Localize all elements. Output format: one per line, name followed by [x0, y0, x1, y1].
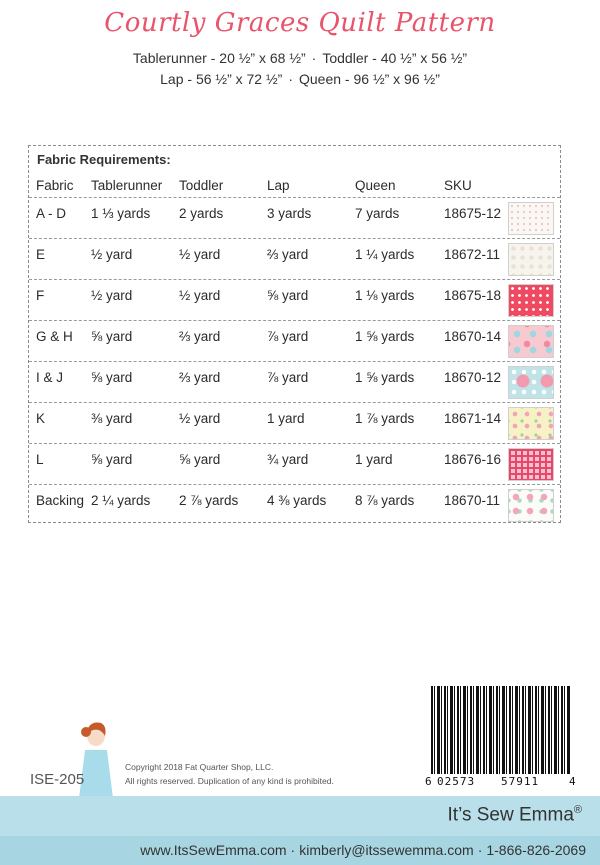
size-queen: Queen - 96 ½” x 96 ½”	[299, 71, 440, 87]
size-separator: ·	[288, 71, 293, 87]
queen-cell: 1 ⅝ yards	[355, 329, 415, 344]
copyright-notice	[125, 760, 334, 788]
size-line-1	[0, 50, 600, 66]
tablerunner-cell: 1 ⅓ yards	[91, 206, 151, 221]
fabric-cell: K	[36, 411, 46, 426]
toddler-cell: ⅔ yard	[179, 329, 221, 344]
fabric-swatch-image	[508, 284, 554, 317]
queen-cell: 1 ⅝ yards	[355, 370, 415, 385]
size-lap: Lap - 56 ½” x 72 ½”	[160, 71, 283, 87]
column-header-tablerunner: Tablerunner	[91, 178, 163, 193]
sku-cell: 18670-14	[444, 329, 502, 344]
rights-line: All rights reserved. Duplication of any kind is prohibited.	[125, 776, 334, 786]
fabric-swatch-image	[508, 366, 554, 399]
phone-number: 1-866-826-2069	[486, 842, 586, 858]
fabric-cell: L	[36, 452, 44, 467]
brand-name	[448, 804, 582, 826]
lap-cell: ⅔ yard	[267, 247, 309, 262]
queen-cell: 1 ⅛ yards	[355, 288, 415, 303]
toddler-cell: ½ yard	[179, 411, 221, 426]
tablerunner-cell: 2 ¼ yards	[91, 493, 151, 508]
fabric-cell: A - D	[36, 206, 67, 221]
toddler-cell: ½ yard	[179, 247, 221, 262]
sku-cell: 18675-12	[444, 206, 502, 221]
fabric-swatch-image	[508, 202, 554, 235]
barcode-digit: 6	[425, 775, 432, 788]
queen-cell: 1 yard	[355, 452, 393, 467]
table-row	[29, 239, 560, 280]
contact-footer	[0, 836, 600, 865]
pattern-title: Courtly Graces Quilt Pattern	[104, 8, 496, 38]
column-header-sku: SKU	[444, 178, 472, 193]
fabric-cell: F	[36, 288, 45, 303]
size-line-2	[0, 71, 600, 87]
tablerunner-cell: ½ yard	[91, 247, 133, 262]
table-row	[29, 444, 560, 485]
website-link[interactable]: www.ItsSewEmma.com	[140, 842, 287, 858]
queen-cell: 1 ⅞ yards	[355, 411, 415, 426]
fabric-swatch-image	[508, 407, 554, 440]
size-separator: ·	[311, 50, 317, 66]
registered-mark: ®	[573, 804, 582, 816]
queen-cell: 8 ⅞ yards	[355, 493, 415, 508]
column-header-fabric: Fabric	[36, 178, 74, 193]
brand-band	[0, 796, 600, 836]
fabric-cell: I & J	[36, 370, 64, 385]
sku-cell: 18671-14	[444, 411, 502, 426]
barcode-digit: 02573	[437, 775, 476, 788]
sku-cell: 18670-12	[444, 370, 502, 385]
size-toddler: Toddler - 40 ½” x 56 ½”	[322, 50, 468, 66]
queen-cell: 1 ¼ yards	[355, 247, 415, 262]
toddler-cell: 2 ⅞ yards	[179, 493, 239, 508]
queen-cell: 7 yards	[355, 206, 400, 221]
tablerunner-cell: ⅝ yard	[91, 452, 133, 467]
tablerunner-cell: ½ yard	[91, 288, 133, 303]
column-header-queen: Queen	[355, 178, 396, 193]
table-row	[29, 321, 560, 362]
footer-separator: ·	[477, 842, 483, 858]
table-row	[29, 403, 560, 444]
table-row	[29, 362, 560, 403]
barcode-bars	[431, 686, 571, 774]
lap-cell: ⅝ yard	[267, 288, 309, 303]
product-code: ISE-205	[30, 771, 85, 788]
barcode	[425, 686, 577, 790]
fabric-swatch-image	[508, 243, 554, 276]
copyright-line: Copyright 2018 Fat Quarter Shop, LLC.	[125, 762, 274, 772]
sku-cell: 18670-11	[444, 493, 501, 508]
size-tablerunner: Tablerunner - 20 ½” x 68 ½”	[132, 50, 306, 66]
table-row	[29, 485, 560, 526]
fabric-cell: E	[36, 247, 46, 262]
sku-cell: 18676-16	[444, 452, 502, 467]
fabric-cell: G & H	[36, 329, 73, 344]
sku-cell: 18672-11	[444, 247, 501, 262]
lap-cell: ¾ yard	[267, 452, 309, 467]
table-header-row	[29, 172, 560, 198]
brand-name-text: It’s Sew Emma	[447, 804, 574, 826]
table-row	[29, 198, 560, 239]
table-row	[29, 280, 560, 321]
column-header-toddler: Toddler	[179, 178, 224, 193]
fabric-requirements-table	[28, 145, 561, 523]
toddler-cell: ⅝ yard	[179, 452, 221, 467]
toddler-cell: ½ yard	[179, 288, 221, 303]
barcode-digit: 4	[569, 775, 576, 788]
toddler-cell: ⅔ yard	[179, 370, 221, 385]
lap-cell: 4 ⅜ yards	[267, 493, 327, 508]
tablerunner-cell: ⅜ yard	[91, 411, 133, 426]
hair-bun-shape	[81, 727, 91, 737]
fabric-requirements-title: Fabric Requirements:	[37, 152, 171, 167]
email-link[interactable]: kimberly@itssewemma.com	[299, 842, 474, 858]
fabric-swatch-image	[508, 489, 554, 522]
footer-separator: ·	[290, 842, 296, 858]
sku-cell: 18675-18	[444, 288, 502, 303]
lap-cell: 3 yards	[267, 206, 312, 221]
lap-cell: ⅞ yard	[267, 329, 309, 344]
lap-cell: 1 yard	[267, 411, 305, 426]
tablerunner-cell: ⅝ yard	[91, 329, 133, 344]
column-header-lap: Lap	[267, 178, 290, 193]
fabric-swatch-image	[508, 448, 554, 481]
tablerunner-cell: ⅝ yard	[91, 370, 133, 385]
fabric-cell: Backing	[36, 493, 85, 508]
lap-cell: ⅞ yard	[267, 370, 309, 385]
barcode-digit: 57911	[501, 775, 540, 788]
fabric-swatch-image	[508, 325, 554, 358]
toddler-cell: 2 yards	[179, 206, 224, 221]
